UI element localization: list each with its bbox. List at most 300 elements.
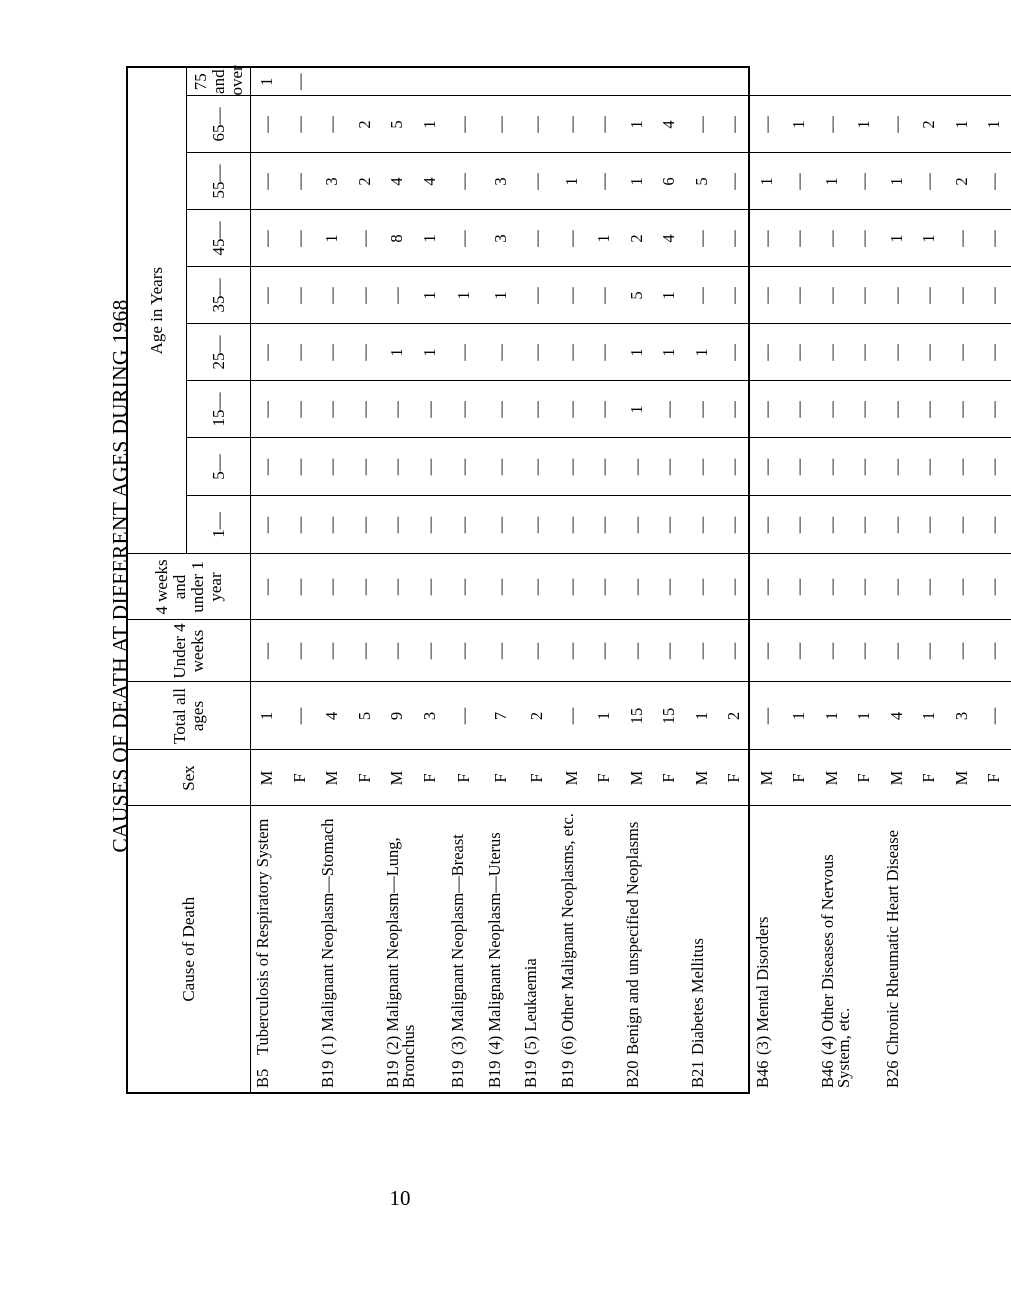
count-cell: — [848, 153, 881, 210]
count-cell: 2 [621, 210, 654, 267]
cause-of-death-cell [686, 806, 751, 1092]
count-cell: — [913, 554, 946, 620]
count-cell: 1 [414, 324, 447, 381]
header-age-5: 5— [187, 438, 251, 496]
count-cell: — [414, 620, 447, 682]
count-cell [718, 68, 751, 96]
table [128, 65, 1011, 1092]
count-cell: — [946, 554, 979, 620]
total-cell: 1 [848, 682, 881, 750]
cause-of-death-cell [519, 806, 556, 1092]
count-cell: 4 [653, 96, 686, 153]
count-cell: — [686, 267, 719, 324]
count-cell: — [588, 381, 621, 438]
count-cell: — [978, 496, 1011, 554]
table-row [251, 68, 284, 1092]
count-cell: 1 [913, 210, 946, 267]
count-cell: 6 [653, 153, 686, 210]
count-cell [381, 68, 414, 96]
count-cell: — [588, 153, 621, 210]
total-cell: — [446, 682, 483, 750]
count-cell: — [588, 496, 621, 554]
table-body [251, 68, 1011, 1092]
count-cell: 1 [621, 153, 654, 210]
count-cell: — [381, 438, 414, 496]
cause-code: B19 [557, 1060, 577, 1088]
total-cell: 1 [913, 682, 946, 750]
count-cell [881, 68, 914, 96]
count-cell: — [251, 210, 284, 267]
count-cell: 8 [381, 210, 414, 267]
count-cell: — [316, 620, 349, 682]
count-cell: — [816, 324, 849, 381]
count-cell: — [381, 554, 414, 620]
count-cell: — [316, 438, 349, 496]
count-cell: — [251, 153, 284, 210]
cause-text: Benign and unspecified Neoplasms [622, 821, 642, 1055]
count-cell: — [556, 324, 589, 381]
total-cell: 15 [653, 682, 686, 750]
count-cell: — [751, 96, 784, 153]
count-cell: — [718, 496, 751, 554]
sex-cell: F [414, 750, 447, 806]
count-cell: 2 [349, 153, 382, 210]
count-cell: — [946, 324, 979, 381]
count-cell: — [816, 96, 849, 153]
count-cell: — [783, 153, 816, 210]
count-cell: 1 [686, 324, 719, 381]
total-cell: 2 [718, 682, 751, 750]
count-cell: 1 [653, 324, 686, 381]
sex-cell: F [588, 750, 621, 806]
count-cell: — [848, 554, 881, 620]
count-cell: — [913, 153, 946, 210]
sex-cell: F [913, 750, 946, 806]
sex-cell: M [381, 750, 414, 806]
count-cell: 5 [686, 153, 719, 210]
count-cell: — [251, 554, 284, 620]
count-cell [816, 68, 849, 96]
count-cell: 1 [414, 96, 447, 153]
count-cell: — [913, 496, 946, 554]
count-cell: — [349, 210, 382, 267]
total-cell: — [556, 682, 589, 750]
count-cell: — [848, 324, 881, 381]
table-row [446, 68, 483, 1092]
count-cell: — [519, 496, 556, 554]
total-cell: 1 [588, 682, 621, 750]
count-cell: 1 [621, 381, 654, 438]
count-cell: — [284, 620, 317, 682]
count-cell: — [816, 381, 849, 438]
header-age-in-years: Age in Years [128, 68, 187, 554]
count-cell: — [751, 267, 784, 324]
count-cell [588, 68, 621, 96]
count-cell: 4 [653, 210, 686, 267]
cause-of-death-cell [381, 806, 446, 1092]
count-cell: — [284, 381, 317, 438]
count-cell: — [349, 267, 382, 324]
sex-cell: F [718, 750, 751, 806]
cause-text: (5) Leukaemia [521, 958, 540, 1055]
count-cell: — [718, 620, 751, 682]
count-cell: — [751, 381, 784, 438]
count-cell: — [751, 438, 784, 496]
total-cell: 3 [946, 682, 979, 750]
count-cell: — [251, 381, 284, 438]
sex-cell: F [519, 750, 556, 806]
count-cell: — [881, 438, 914, 496]
count-cell: — [556, 210, 589, 267]
count-cell: — [978, 153, 1011, 210]
table-row [621, 68, 654, 1092]
count-cell: — [783, 496, 816, 554]
count-cell [913, 68, 946, 96]
count-cell: — [556, 96, 589, 153]
total-cell: 9 [381, 682, 414, 750]
count-cell: — [978, 381, 1011, 438]
count-cell: — [751, 496, 784, 554]
count-cell: — [588, 620, 621, 682]
count-cell: 1 [783, 96, 816, 153]
count-cell: — [381, 267, 414, 324]
count-cell: — [946, 210, 979, 267]
count-cell: — [621, 554, 654, 620]
count-cell: — [349, 554, 382, 620]
count-cell: — [284, 554, 317, 620]
count-cell: 1 [816, 153, 849, 210]
count-cell: — [621, 438, 654, 496]
total-cell: 1 [783, 682, 816, 750]
cause-of-death-cell [621, 806, 686, 1092]
cause-code: B46 [817, 1060, 837, 1088]
count-cell: — [381, 381, 414, 438]
sex-cell: M [751, 750, 784, 806]
count-cell: — [316, 267, 349, 324]
count-cell: — [718, 381, 751, 438]
count-cell: 1 [653, 267, 686, 324]
count-cell: — [446, 381, 483, 438]
count-cell: — [718, 554, 751, 620]
count-cell: — [316, 554, 349, 620]
count-cell: — [686, 438, 719, 496]
count-cell: — [284, 496, 317, 554]
page-number: 10 [389, 1186, 411, 1210]
count-cell: — [284, 68, 317, 96]
count-cell: — [414, 554, 447, 620]
count-cell: 3 [316, 153, 349, 210]
sex-cell: F [848, 750, 881, 806]
count-cell: — [913, 620, 946, 682]
count-cell: — [816, 554, 849, 620]
count-cell: — [316, 496, 349, 554]
count-cell: — [751, 554, 784, 620]
count-cell: — [284, 210, 317, 267]
count-cell: — [519, 620, 556, 682]
count-cell: — [881, 496, 914, 554]
count-cell: — [783, 620, 816, 682]
header-age-65: 65— [187, 96, 251, 153]
count-cell: — [848, 438, 881, 496]
page-title: CAUSES OF DEATH AT DIFFERENT AGES DURING 1968 [108, 299, 132, 853]
count-cell [556, 68, 589, 96]
count-cell: — [816, 496, 849, 554]
count-cell [653, 68, 686, 96]
count-cell: — [978, 324, 1011, 381]
count-cell: — [946, 620, 979, 682]
count-cell: — [718, 210, 751, 267]
count-cell: 1 [588, 210, 621, 267]
count-cell: 3 [483, 210, 520, 267]
count-cell: — [316, 381, 349, 438]
count-cell: — [881, 381, 914, 438]
count-cell: — [284, 96, 317, 153]
cause-code: B20 [622, 1060, 642, 1088]
table-row [483, 68, 520, 1092]
count-cell: — [414, 496, 447, 554]
count-cell: — [316, 96, 349, 153]
sex-cell: F [446, 750, 483, 806]
count-cell: — [621, 496, 654, 554]
cause-of-death-cell [483, 806, 520, 1092]
count-cell: — [414, 381, 447, 438]
count-cell: — [978, 554, 1011, 620]
count-cell: — [381, 496, 414, 554]
count-cell: — [251, 438, 284, 496]
sex-cell: M [556, 750, 589, 806]
header-under-4-weeks: Under 4 weeks [128, 620, 251, 682]
header-age-15: 15— [187, 381, 251, 438]
count-cell: — [751, 324, 784, 381]
count-cell: — [783, 324, 816, 381]
cause-of-death-cell [881, 806, 1011, 1092]
cause-code: B19 [448, 1060, 467, 1088]
count-cell [848, 68, 881, 96]
count-cell: 1 [414, 267, 447, 324]
count-cell: — [446, 96, 483, 153]
count-cell: 1 [414, 210, 447, 267]
count-cell: 1 [978, 96, 1011, 153]
count-cell: 5 [381, 96, 414, 153]
count-cell: — [349, 381, 382, 438]
header-age-1: 1— [187, 496, 251, 554]
header-cause: Cause of Death [128, 806, 251, 1092]
count-cell: — [686, 381, 719, 438]
count-cell: 1 [621, 96, 654, 153]
count-cell: — [686, 96, 719, 153]
count-cell: — [284, 438, 317, 496]
count-cell: — [686, 554, 719, 620]
total-cell: 2 [519, 682, 556, 750]
total-cell: 1 [816, 682, 849, 750]
count-cell: — [783, 438, 816, 496]
sex-cell: F [978, 750, 1011, 806]
cause-of-death-cell [556, 806, 621, 1092]
count-cell: 4 [381, 153, 414, 210]
count-cell: — [414, 438, 447, 496]
count-cell: — [284, 324, 317, 381]
count-cell: — [881, 324, 914, 381]
count-cell: — [848, 496, 881, 554]
count-cell: — [978, 210, 1011, 267]
table-row [816, 68, 849, 1092]
total-cell: 3 [414, 682, 447, 750]
count-cell: 2 [349, 96, 382, 153]
count-cell: — [349, 438, 382, 496]
count-cell: — [913, 324, 946, 381]
sex-cell: M [316, 750, 349, 806]
count-cell: — [349, 496, 382, 554]
cause-of-death-cell [316, 806, 381, 1092]
count-cell: — [519, 210, 556, 267]
count-cell: — [718, 324, 751, 381]
cause-code: B19 [521, 1060, 540, 1088]
count-cell: — [783, 381, 816, 438]
count-cell: — [588, 438, 621, 496]
count-cell: 1 [621, 324, 654, 381]
total-cell: 4 [881, 682, 914, 750]
table-row [881, 68, 914, 1092]
count-cell [978, 68, 1011, 96]
sex-cell: F [284, 750, 317, 806]
count-cell: — [783, 210, 816, 267]
count-cell: — [946, 496, 979, 554]
count-cell: — [446, 620, 483, 682]
count-cell: — [588, 324, 621, 381]
count-cell: — [913, 438, 946, 496]
count-cell: 1 [946, 96, 979, 153]
total-cell: 1 [251, 682, 284, 750]
count-cell: 1 [316, 210, 349, 267]
cause-text: (3) Mental Disorders [752, 916, 772, 1055]
table-row [316, 68, 349, 1092]
count-cell: — [251, 620, 284, 682]
cause-of-death-cell [446, 806, 483, 1092]
count-cell: — [483, 381, 520, 438]
count-cell: — [483, 324, 520, 381]
sex-cell: M [881, 750, 914, 806]
count-cell: — [556, 620, 589, 682]
count-cell: — [556, 554, 589, 620]
count-cell: — [751, 620, 784, 682]
cause-code: B26 [882, 1060, 902, 1088]
table-row [381, 68, 414, 1092]
count-cell [414, 68, 447, 96]
header-age-75-and-over: 75 and over [187, 68, 251, 96]
count-cell: 1 [881, 210, 914, 267]
sex-cell: M [946, 750, 979, 806]
count-cell: — [881, 554, 914, 620]
count-cell: — [881, 620, 914, 682]
header-age-55: 55— [187, 153, 251, 210]
count-cell: — [881, 96, 914, 153]
count-cell: — [556, 267, 589, 324]
total-cell: 4 [316, 682, 349, 750]
count-cell: — [686, 620, 719, 682]
count-cell: 2 [946, 153, 979, 210]
count-cell: — [913, 381, 946, 438]
count-cell: — [848, 267, 881, 324]
sex-cell: F [783, 750, 816, 806]
count-cell: — [816, 620, 849, 682]
count-cell: — [251, 496, 284, 554]
count-cell: — [588, 96, 621, 153]
count-cell: — [653, 438, 686, 496]
header-4-weeks-to-1-year: 4 weeks and under 1 year [128, 554, 251, 620]
count-cell [751, 68, 784, 96]
count-cell: — [848, 381, 881, 438]
count-cell: — [519, 554, 556, 620]
count-cell: — [519, 381, 556, 438]
count-cell: — [588, 267, 621, 324]
count-cell: — [316, 324, 349, 381]
total-cell: 15 [621, 682, 654, 750]
sex-cell: M [686, 750, 719, 806]
header-total: Total all ages [128, 682, 251, 750]
count-cell: — [381, 620, 414, 682]
count-cell: 1 [881, 153, 914, 210]
count-cell: — [946, 381, 979, 438]
mortality-table [126, 65, 1004, 1094]
count-cell: — [848, 620, 881, 682]
count-cell: — [946, 438, 979, 496]
count-cell [946, 68, 979, 96]
count-cell: — [519, 153, 556, 210]
count-cell: — [556, 496, 589, 554]
count-cell: 1 [446, 267, 483, 324]
cause-text: (2) Malignant Neoplasm—Lung, Bronchus [383, 837, 418, 1088]
count-cell: — [519, 267, 556, 324]
count-cell: — [881, 267, 914, 324]
sex-cell: F [349, 750, 382, 806]
count-cell: — [718, 153, 751, 210]
cause-text: (4) Malignant Neoplasm—Uterus [484, 832, 504, 1055]
table-row [556, 68, 589, 1092]
count-cell: 1 [251, 68, 284, 96]
count-cell: — [446, 210, 483, 267]
count-cell: — [284, 267, 317, 324]
count-cell: — [483, 554, 520, 620]
cause-text: (4) Other Diseases of Nervous System, etc. [817, 854, 853, 1088]
cause-of-death-cell [251, 806, 317, 1092]
count-cell: 3 [483, 153, 520, 210]
count-cell: — [446, 496, 483, 554]
header-age-45: 45— [187, 210, 251, 267]
total-cell: 1 [686, 682, 719, 750]
count-cell: 1 [751, 153, 784, 210]
header-sex: Sex [128, 750, 251, 806]
count-cell: — [446, 438, 483, 496]
count-cell: — [653, 620, 686, 682]
count-cell: — [483, 620, 520, 682]
cause-code: B46 [752, 1060, 772, 1088]
count-cell: 5 [621, 267, 654, 324]
count-cell: — [519, 324, 556, 381]
count-cell: — [556, 438, 589, 496]
count-cell [519, 68, 556, 96]
count-cell: — [446, 153, 483, 210]
cause-text: Diabetes Mellitus [687, 938, 707, 1055]
table-row [686, 68, 719, 1092]
count-cell: 4 [414, 153, 447, 210]
sex-cell: M [251, 750, 284, 806]
count-cell: — [686, 210, 719, 267]
count-cell: 1 [848, 96, 881, 153]
count-cell [621, 68, 654, 96]
count-cell: — [946, 267, 979, 324]
cause-text: Tuberculosis of Respiratory System [253, 818, 272, 1055]
count-cell: — [653, 554, 686, 620]
